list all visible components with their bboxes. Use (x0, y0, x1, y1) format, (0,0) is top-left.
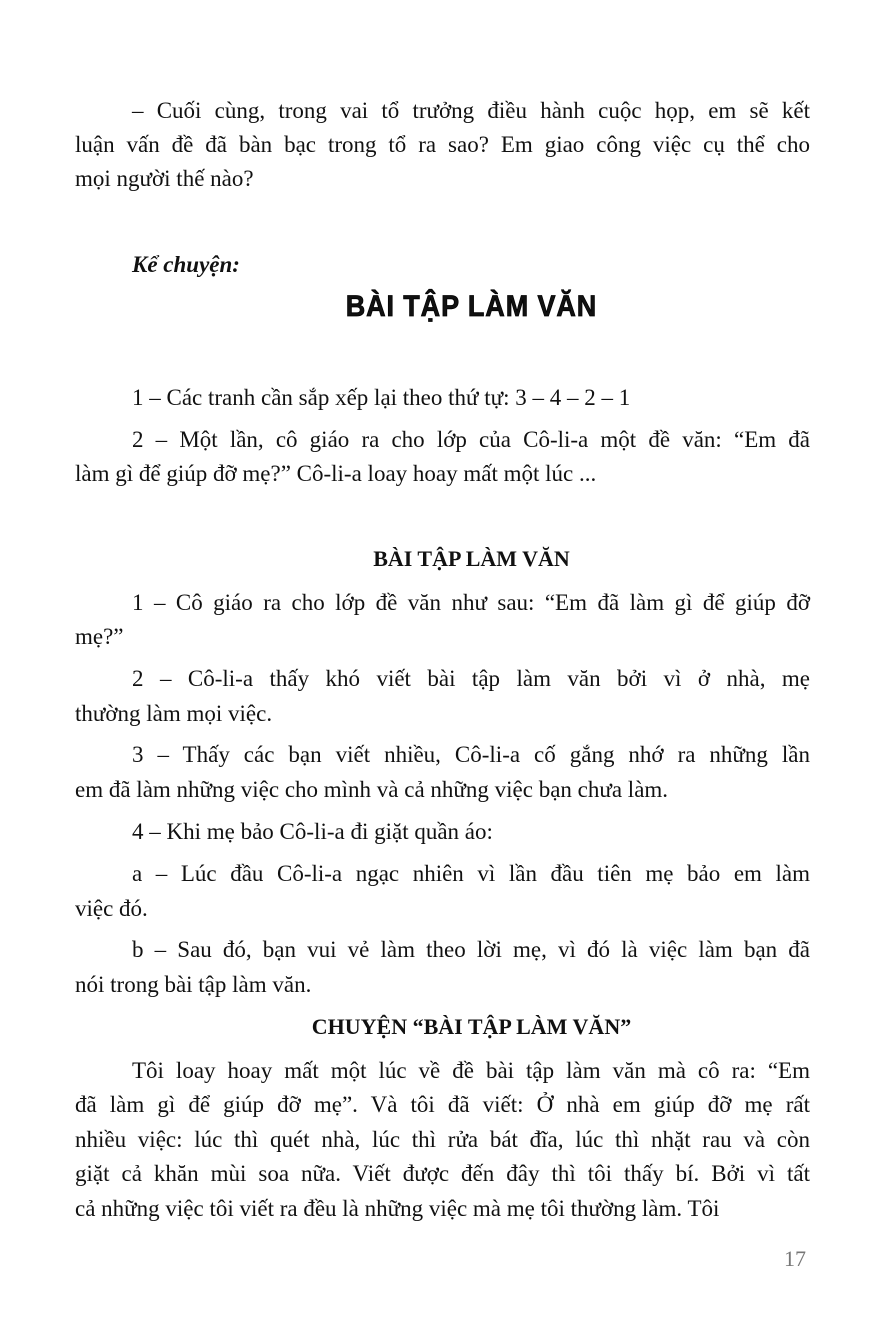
text-line: a – Lúc đầu Cô-li-a ngạc nhiên vì lần đầu tiên mẹ bảo em làm (132, 861, 810, 886)
text-line: 1 – Các tranh cần sắp xếp lại theo thứ tự: 3 – 4 – 2 – 1 (132, 385, 631, 410)
text-line: việc đó. (75, 896, 148, 921)
text-line: mẹ?” (75, 624, 124, 649)
text-line: đã làm gì để giúp đỡ mẹ”. Và tôi đã viết: Ở nhà em giúp đỡ mẹ rất (75, 1092, 810, 1117)
text-line: 2 – Cô-li-a thấy khó viết bài tập làm văn bởi vì ở nhà, mẹ (132, 666, 810, 691)
text-line: 2 – Một lần, cô giáo ra cho lớp của Cô-li-a một đề văn: “Em đã (132, 427, 810, 452)
text-line: 4 – Khi mẹ bảo Cô-li-a đi giặt quần áo: (132, 819, 493, 844)
text-line: giặt cả khăn mùi soa nữa. Viết được đến đây thì tôi thấy bí. Bởi vì tất (75, 1161, 810, 1186)
text-line: – Cuối cùng, trong vai tổ trưởng điều hành cuộc họp, em sẽ kết (132, 98, 810, 123)
text-line: cả những việc tôi viết ra đều là những việc mà mẹ tôi thường làm. Tôi (75, 1196, 720, 1221)
main-title: BÀI TẬP LÀM VĂN (345, 290, 598, 323)
text-line: Tôi loay hoay mất một lúc về đề bài tập làm văn mà cô ra: “Em (132, 1058, 810, 1083)
text-line: em đã làm những việc cho mình và cả những việc bạn chưa làm. (75, 777, 669, 802)
text-line: b – Sau đó, bạn vui vẻ làm theo lời mẹ, vì đó là việc làm bạn đã (132, 937, 810, 962)
text-line: mọi người thế nào? (75, 166, 254, 191)
text-line: 3 – Thấy các bạn viết nhiều, Cô-li-a cố gắng nhớ ra những lần (132, 742, 810, 767)
story-heading: CHUYỆN “BÀI TẬP LÀM VĂN” (311, 1014, 632, 1039)
section-label: Kể chuyện: (132, 252, 240, 277)
text-line: luận vấn đề đã bàn bạc trong tổ ra sao? Em giao công việc cụ thể cho (75, 132, 810, 157)
page-number: 17 (784, 1246, 806, 1271)
text-line: nhiều việc: lúc thì quét nhà, lúc thì rửa bát đĩa, lúc thì nhặt rau và còn (75, 1127, 810, 1152)
text-line: làm gì để giúp đỡ mẹ?” Cô-li-a loay hoay mất một lúc ... (75, 461, 597, 486)
text-line: thường làm mọi việc. (75, 701, 273, 726)
section-heading: BÀI TẬP LÀM VĂN (373, 546, 570, 571)
text-line: 1 – Cô giáo ra cho lớp đề văn như sau: “Em đã làm gì để giúp đỡ (132, 590, 810, 615)
text-line: nói trong bài tập làm văn. (75, 972, 312, 997)
